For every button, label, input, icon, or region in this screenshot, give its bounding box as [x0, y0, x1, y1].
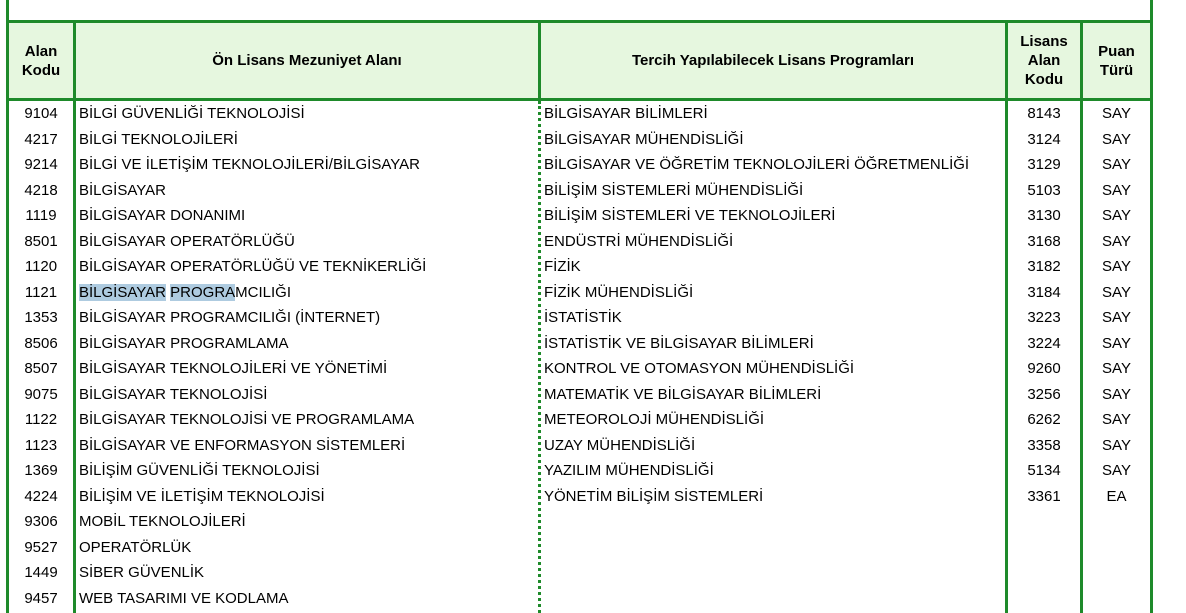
cell-lisans-code[interactable]: 3223 [1027, 309, 1061, 326]
cell-lisans-code[interactable]: 8143 [1027, 105, 1061, 122]
cell-puan-turu[interactable]: SAY [1102, 181, 1131, 199]
column-tercih [538, 101, 1005, 613]
cell-lisans-program[interactable]: METEOROLOJİ MÜHENDİSLİĞİ [544, 411, 765, 428]
cell-alan-kodu[interactable]: 4224 [24, 487, 58, 505]
cell-alan-kodu[interactable]: 4217 [24, 130, 58, 148]
cell-on-lisans-name[interactable]: WEB TASARIMI VE KODLAMA [79, 589, 289, 607]
cell-puan-turu[interactable]: SAY [1102, 283, 1131, 301]
cell-puan-turu[interactable]: SAY [1102, 436, 1131, 454]
cell-alan-kodu[interactable]: 9104 [24, 105, 58, 122]
cell-puan-turu[interactable]: SAY [1102, 360, 1131, 377]
header-on-lisans: Ön Lisans Mezuniyet Alanı [73, 23, 538, 101]
cell-lisans-program[interactable]: BİLİŞİM SİSTEMLERİ MÜHENDİSLİĞİ [544, 181, 804, 199]
cell-alan-kodu[interactable]: 9075 [24, 385, 58, 403]
cell-on-lisans-name[interactable]: BİLGİSAYAR DONANIMI [79, 207, 246, 224]
cell-alan-kodu[interactable]: 8507 [24, 360, 58, 377]
cell-puan-turu[interactable]: SAY [1102, 385, 1131, 403]
cell-on-lisans-name[interactable]: OPERATÖRLÜK [79, 538, 192, 556]
cell-alan-kodu[interactable]: 1369 [24, 462, 58, 479]
cell-on-lisans-name[interactable]: BİLİŞİM GÜVENLİĞİ TEKNOLOJİSİ [79, 462, 320, 479]
cell-lisans-program[interactable]: YAZILIM MÜHENDİSLİĞİ [544, 462, 714, 479]
cell-lisans-program[interactable]: UZAY MÜHENDİSLİĞİ [544, 436, 696, 454]
cell-on-lisans-name[interactable]: BİLGİSAYAR TEKNOLOJİSİ [79, 385, 268, 403]
text-rest: MCILIĞI [235, 283, 292, 301]
cell-puan-turu[interactable]: SAY [1102, 462, 1131, 479]
cell-alan-kodu[interactable]: 9457 [24, 589, 58, 607]
header-puan-turu: Puan Türü [1080, 23, 1150, 101]
cell-on-lisans-name[interactable]: BİLGİSAYAR OPERATÖRLÜĞÜ [79, 232, 295, 250]
cell-lisans-code[interactable]: 5134 [1027, 462, 1061, 479]
cell-alan-kodu[interactable]: 4218 [24, 181, 58, 199]
cell-lisans-program[interactable]: BİLGİSAYAR BİLİMLERİ [544, 105, 708, 122]
cell-lisans-code[interactable]: 6262 [1027, 411, 1061, 428]
cell-lisans-code[interactable]: 3129 [1027, 156, 1061, 173]
cell-lisans-code[interactable]: 9260 [1027, 360, 1061, 377]
cell-puan-turu[interactable]: SAY [1102, 258, 1131, 275]
header-alan-kodu: Alan Kodu [9, 23, 73, 101]
cell-puan-turu[interactable]: SAY [1102, 156, 1131, 173]
cell-lisans-program[interactable]: BİLGİSAYAR VE ÖĞRETİM TEKNOLOJİLERİ ÖĞRETMENLİĞİ [544, 156, 970, 173]
cell-puan-turu[interactable]: SAY [1102, 105, 1131, 122]
cell-puan-turu[interactable]: SAY [1102, 411, 1131, 428]
cell-lisans-code[interactable]: 3224 [1027, 334, 1061, 352]
cell-alan-kodu[interactable]: 9306 [24, 513, 58, 530]
cell-on-lisans-name[interactable]: BİLGİSAYAR OPERATÖRLÜĞÜ VE TEKNİKERLİĞİ [79, 258, 427, 275]
cell-alan-kodu[interactable]: 1119 [25, 207, 57, 224]
cell-alan-kodu[interactable]: 1449 [24, 564, 58, 581]
cell-puan-turu[interactable]: SAY [1102, 232, 1131, 250]
cell-lisans-program[interactable]: KONTROL VE OTOMASYON MÜHENDİSLİĞİ [544, 360, 855, 377]
cell-alan-kodu[interactable]: 1123 [24, 436, 58, 454]
cell-on-lisans-name[interactable]: BİLGİSAYAR PROGRAMCILIĞI (İNTERNET) [79, 309, 381, 326]
header-lisans-alan-kodu: Lisans Alan Kodu [1005, 23, 1080, 101]
cell-lisans-code[interactable]: 3256 [1027, 385, 1061, 403]
cell-puan-turu[interactable]: SAY [1102, 309, 1131, 326]
cell-alan-kodu[interactable]: 9214 [24, 156, 58, 173]
cell-lisans-program[interactable]: İSTATİSTİK [544, 309, 622, 326]
cell-lisans-code[interactable]: 3184 [1027, 283, 1061, 301]
cell-puan-turu[interactable]: SAY [1102, 207, 1131, 224]
cell-on-lisans-name[interactable]: BİLGİSAYAR VE ENFORMASYON SİSTEMLERİ [79, 436, 406, 454]
cell-lisans-program[interactable]: ENDÜSTRİ MÜHENDİSLİĞİ [544, 232, 734, 250]
cell-alan-kodu[interactable]: 1122 [24, 411, 58, 428]
cell-on-lisans-name[interactable]: BİLGİSAYAR [79, 181, 166, 199]
cell-lisans-code[interactable]: 3130 [1027, 207, 1061, 224]
cell-on-lisans-name[interactable]: MOBİL TEKNOLOJİLERİ [79, 513, 246, 530]
cell-on-lisans-name[interactable]: BİLGİ VE İLETİŞİM TEKNOLOJİLERİ/BİLGİSAYAR [79, 156, 420, 173]
cell-on-lisans-name[interactable]: BİLGİ TEKNOLOJİLERİ [79, 130, 238, 148]
cell-on-lisans-name[interactable]: BİLİŞİM VE İLETİŞİM TEKNOLOJİSİ [79, 487, 325, 505]
cell-on-lisans-name[interactable]: BİLGİSAYAR TEKNOLOJİLERİ VE YÖNETİMİ [79, 360, 388, 377]
cell-alan-kodu[interactable]: 1120 [24, 258, 58, 275]
cell-lisans-program[interactable]: FİZİK [544, 258, 581, 275]
table-top-strip [6, 0, 1153, 23]
column-on-lisans [73, 101, 538, 613]
cell-alan-kodu[interactable]: 8501 [24, 232, 58, 250]
cell-lisans-program[interactable]: YÖNETİM BİLİŞİM SİSTEMLERİ [544, 487, 764, 505]
header-tercih: Tercih Yapılabilecek Lisans Programları [538, 23, 1005, 101]
cell-on-lisans-name[interactable]: BİLGİ GÜVENLİĞİ TEKNOLOJİSİ [79, 105, 305, 122]
cell-puan-turu[interactable]: SAY [1102, 130, 1131, 148]
column-alan-kodu [9, 101, 73, 613]
cell-lisans-program[interactable]: İSTATİSTİK VE BİLGİSAYAR BİLİMLERİ [544, 334, 814, 352]
cell-on-lisans-name-selected[interactable] [76, 280, 538, 306]
cell-lisans-code[interactable]: 3124 [1027, 130, 1061, 148]
cell-puan-turu[interactable]: SAY [1102, 334, 1131, 352]
cell-puan-turu[interactable]: EA [1106, 487, 1127, 505]
cell-alan-kodu[interactable]: 1353 [24, 309, 58, 326]
cell-lisans-program[interactable]: BİLGİSAYAR MÜHENDİSLİĞİ [544, 130, 744, 148]
cell-lisans-program[interactable]: BİLİŞİM SİSTEMLERİ VE TEKNOLOJİLERİ [544, 207, 836, 224]
column-puan-turu [1080, 101, 1150, 613]
column-lisans-alan-kodu [1005, 101, 1080, 613]
cell-lisans-code[interactable]: 5103 [1027, 181, 1061, 199]
text-selection-highlight: PROGRA [170, 283, 236, 301]
cell-lisans-program[interactable]: FİZİK MÜHENDİSLİĞİ [544, 283, 694, 301]
cell-alan-kodu[interactable]: 9527 [24, 538, 58, 556]
cell-alan-kodu[interactable]: 8506 [24, 334, 58, 352]
text-selection-highlight: BİLGİSAYAR [79, 283, 166, 301]
cell-lisans-program[interactable]: MATEMATİK VE BİLGİSAYAR BİLİMLERİ [544, 385, 822, 403]
cell-lisans-code[interactable]: 3182 [1027, 258, 1061, 275]
cell-alan-kodu[interactable]: 1121 [24, 283, 58, 301]
cell-on-lisans-name[interactable]: BİLGİSAYAR TEKNOLOJİSİ VE PROGRAMLAMA [79, 411, 415, 428]
cell-lisans-code[interactable]: 3168 [1027, 232, 1061, 250]
cell-lisans-code[interactable]: 3361 [1027, 487, 1061, 505]
cell-on-lisans-name[interactable]: BİLGİSAYAR PROGRAMLAMA [79, 334, 289, 352]
cell-on-lisans-name[interactable]: SİBER GÜVENLİK [79, 564, 205, 581]
cell-lisans-code[interactable]: 3358 [1027, 436, 1061, 454]
